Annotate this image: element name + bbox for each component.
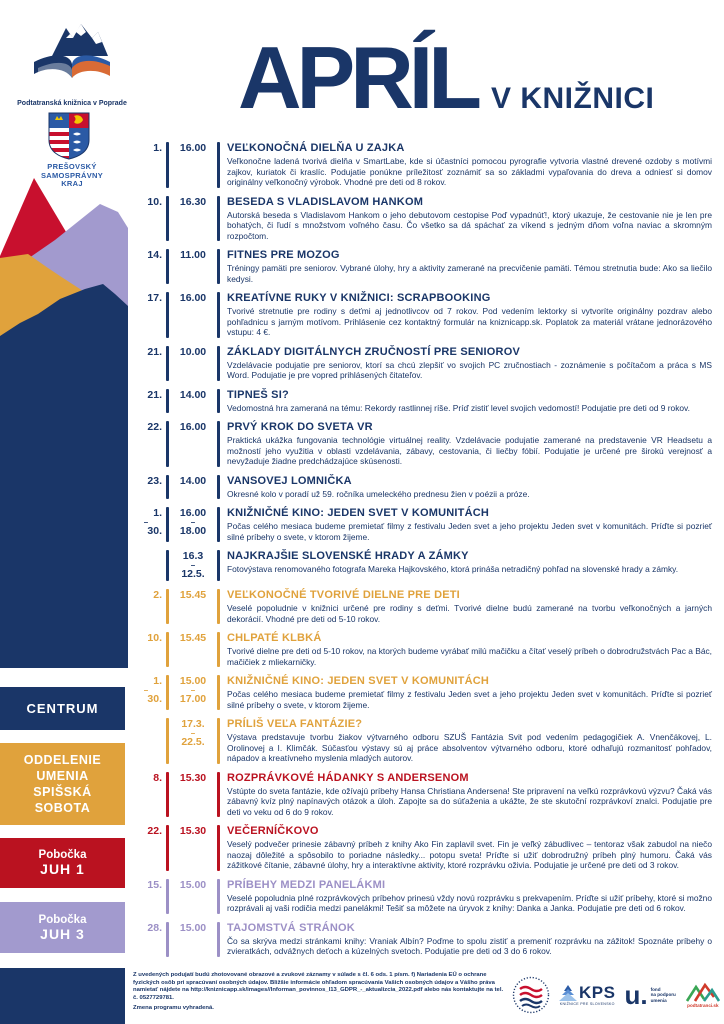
- event-title: VANSOVEJ LOMNIČKA: [227, 474, 352, 487]
- event-head: [130, 346, 224, 381]
- event-separator-bar: [166, 292, 169, 338]
- event-title: BESEDA S VLADISLAVOM HANKOM: [227, 195, 424, 208]
- event-separator-bar: [166, 825, 169, 871]
- event-head: [130, 718, 224, 764]
- event-separator-bar: [217, 249, 220, 284]
- event-time: 14.00: [179, 388, 207, 401]
- event-separator-bar: [217, 879, 220, 914]
- event-title: FITNES PRE MOZOG: [227, 249, 340, 261]
- event-separator-bar: [166, 475, 169, 500]
- event-separator-bar: [166, 718, 169, 764]
- event-separator-bar: [217, 421, 220, 467]
- event-head: [130, 389, 224, 414]
- event-body: [227, 249, 712, 284]
- event-separator-bar: [217, 389, 220, 414]
- event-description: Tvorivé dielne pre deti od 5-10 rokov, na ktorých budeme vyrábať milú mačičku a čítať veselý príbeh o dobrodružstvách Pac a Bác, mačičiek z mliekarničky.: [227, 646, 712, 667]
- event-body: [227, 346, 712, 381]
- event-separator-bar: [166, 142, 169, 188]
- event-head: [130, 249, 224, 284]
- page-title-suffix: V KNIŽNICI: [491, 82, 655, 115]
- event-separator-bar: [166, 196, 169, 242]
- kps-logo: KPS KNIŽNICE PRE SLOVENSKO: [559, 983, 616, 1006]
- event-date: [130, 718, 162, 764]
- event-title: VEĽKONOČNÉ TVORIVÉ DIELNE PRE DETI: [227, 589, 460, 601]
- event-body: [227, 507, 712, 542]
- event-separator-bar: [217, 632, 220, 667]
- event-separator-bar: [166, 421, 169, 467]
- event-time: 16.3 – 12.5.: [181, 550, 205, 580]
- event-separator-bar: [166, 675, 169, 710]
- event-head: [130, 142, 224, 188]
- event-time: 16.00: [179, 142, 207, 154]
- event-separator-bar: [217, 718, 220, 764]
- event-body: [227, 292, 712, 338]
- event-head: [130, 825, 224, 871]
- event-body: [227, 421, 712, 467]
- partner-logos: [512, 976, 721, 1014]
- event-separator-bar: [217, 142, 220, 188]
- event-row: [130, 249, 712, 284]
- event-row: [130, 142, 712, 188]
- event-time: 16.00: [179, 292, 207, 304]
- event-row: [130, 922, 712, 957]
- event-separator-bar: [166, 772, 169, 818]
- event-head: [130, 879, 224, 914]
- event-date: 17.: [147, 292, 162, 304]
- event-row: [130, 675, 712, 710]
- event-separator-bar: [166, 249, 169, 284]
- kps-mountain-icon: [559, 985, 577, 1001]
- event-separator-bar: [217, 196, 220, 242]
- program-change-note: Zmena programu vyhradená.: [133, 1005, 214, 1012]
- event-body: [227, 632, 712, 667]
- event-row: [130, 825, 712, 871]
- event-separator-bar: [166, 922, 169, 957]
- event-description: Tréningy pamäti pre seniorov. Vybrané úlohy, hry a aktivity zamerané na precvičenie pamäti. Témou stretnutia bude: Ako sa liečilo kedysi.: [227, 263, 712, 284]
- event-separator-bar: [166, 589, 169, 624]
- event-description: Veselý podvečer prinesie zábavný príbeh z knihy Ako Fin zaplavil svet. Fin je veľký zábudlivec – tentoraz však zabudol na niečo naozaj dôležité a spôsobilo to poriadne následky... potopu sveta! Príďte si užiť dobrodružný príbeh plný humoru. Čaká vás zážitkové čítanie, zábavné úlohy, hry a interaktívne aktivity, ktoré rozprávku oživia. Podujatie je určené pre deti od 3 rokov.: [227, 839, 712, 870]
- event-row: [130, 507, 712, 542]
- event-body: [227, 475, 712, 500]
- event-head: [130, 507, 224, 542]
- page-title-month: APRÍL: [238, 28, 477, 127]
- event-date: 1. – 30.: [143, 675, 162, 705]
- event-date: 23.: [147, 474, 162, 487]
- event-time: 15.00 – 17.00: [179, 675, 207, 705]
- event-title: CHLPATÉ KLBKÁ: [227, 632, 322, 644]
- event-description: Veselé popoludnia plné rozprávkových príbehov prinesú vždy novú rozprávku s prekvapením. Príďte si užiť príbehy, ktoré si možno rozprávali aj vaši rodičia medzi panelákmi! Tešiť sa môžete na úryvok z knihy: Danka a Janka. Podujatie pre deti od 6 rokov.: [227, 892, 712, 913]
- podtatranci-mountains-icon: [685, 982, 721, 1002]
- event-date: 22.: [147, 421, 162, 433]
- event-head: [130, 196, 224, 242]
- event-row: [130, 196, 712, 242]
- footer-legal: [133, 972, 505, 1013]
- event-separator-bar: [166, 632, 169, 667]
- event-time: 17.3. – 22.5.: [181, 718, 205, 748]
- library-logo-icon: [26, 22, 118, 100]
- sidebar-location-juh1: Pobočka JUH 1: [0, 838, 125, 888]
- event-head: [130, 421, 224, 467]
- event-time: 11.00: [180, 249, 206, 261]
- event-separator-bar: [217, 922, 220, 957]
- event-time: 15.00: [179, 921, 207, 934]
- event-title: KREATÍVNE RUKY V KNIŽNICI: SCRAPBOOKING: [227, 292, 491, 304]
- event-row: [130, 475, 712, 500]
- mountains-decoration: [0, 178, 128, 668]
- event-date: 15.: [147, 878, 162, 891]
- event-title: KNIŽNIČNÉ KINO: JEDEN SVET V KOMUNITÁCH: [227, 507, 490, 519]
- event-date: 21.: [147, 388, 162, 401]
- sidebar-bottom-block: [0, 968, 125, 1024]
- event-date: 8.: [153, 771, 162, 784]
- event-time: 15.00: [179, 878, 207, 891]
- event-row: [130, 550, 712, 581]
- event-separator-bar: [217, 675, 220, 710]
- event-body: [227, 142, 712, 188]
- page-header: [238, 28, 655, 127]
- event-separator-bar: [217, 346, 220, 381]
- event-body: [227, 718, 712, 764]
- event-separator-bar: [166, 346, 169, 381]
- event-title: PRVÝ KROK DO SVETA VR: [227, 421, 373, 433]
- event-body: [227, 675, 712, 710]
- event-body: [227, 879, 712, 914]
- event-head: [130, 292, 224, 338]
- event-title: PRÍLIŠ VEĽA FANTÁZIE?: [227, 718, 363, 730]
- event-description: Okresné kolo v poradí už 59. ročníka umeleckého prednesu žien v poézii a próze.: [227, 488, 530, 499]
- event-row: [130, 292, 712, 338]
- event-date: 10.: [147, 632, 162, 644]
- event-separator-bar: [217, 772, 220, 818]
- event-row: [130, 879, 712, 914]
- event-head: [130, 589, 224, 624]
- event-title: ROZPRÁVKOVÉ HÁDANKY S ANDERSENOM: [227, 771, 469, 784]
- sidebar-location-centrum: CENTRUM: [0, 687, 125, 730]
- event-body: [227, 922, 712, 957]
- event-separator-bar: [217, 589, 220, 624]
- event-separator-bar: [217, 825, 220, 871]
- library-name: Podtatranská knižnica v Poprade: [17, 100, 127, 107]
- region-coat-of-arms-icon: [48, 112, 90, 160]
- event-description: Výstava predstavuje tvorbu žiakov výtvarného odboru SZUŠ Fantázia Svit pod vedením pedagogičiek A. Vnenčákovej, L. Orolinovej a I. Klimčák. Súčasťou výstavy sú aj práce absolventov výtvarného odboru, ktoré odhaľujú rozmanitosť pohľadov, nápadov a kreatívneho myslenia mladých autorov.: [227, 732, 712, 763]
- event-date: 1. – 30.: [143, 507, 162, 537]
- event-description: Vzdelávacie podujatie pre seniorov, ktorí sa chcú zlepšiť vo svojich PC zručnostiach - zoznámenie s počítačom a práca s MS Word. Podujatie je pre vopred prihlásených čitateľov.: [227, 359, 712, 380]
- event-description: Fotovýstava renomovaného fotografa Mareka Hajkovského, ktorá prináša netradičný pohľad na slovenské hrady a zámky.: [227, 564, 679, 574]
- event-description: Veľkonočne ladená tvorivá dielňa v SmartLabe, kde si účastníci pomocou pyrografie vytvoria vlastné drevené ozdoby s motívmi zajkov, kuriatok či kraslíc. Podujatie ponúkne príležitosť zoznámiť sa so základmi vypaľovania do dreva a odniesť si domov originálny veľkonočný výrobok. Vhodné pre deti od 8 rokov.: [227, 156, 712, 187]
- event-description: Vstúpte do sveta fantázie, kde ožívajú príbehy Hansa Christiana Andersena! Ste pripravení na veľkú rozprávkovú výzvu? Čaká vás zábavný kvíz plný napínavých otázok a úloh. Zapojte sa do súťaženia a ukážte, že ste skutoční rozprávkoví znalci. Podujatie pre deti vo veku od 6 do 9 rokov.: [227, 785, 712, 817]
- event-head: [130, 675, 224, 710]
- event-row: [130, 632, 712, 667]
- event-date: [130, 550, 162, 581]
- event-body: [227, 550, 712, 581]
- event-date: 21.: [147, 345, 162, 358]
- event-time: 16.00: [179, 421, 207, 433]
- event-row: [130, 346, 712, 381]
- event-title: TAJOMSTVÁ STRÁNOK: [227, 921, 355, 934]
- event-separator-bar: [217, 550, 220, 581]
- event-title: KNIŽNIČNÉ KINO: JEDEN SVET V KOMUNITÁCH: [227, 675, 490, 687]
- event-title: VEČERNÍČKOVO: [227, 825, 319, 837]
- event-separator-bar: [166, 550, 169, 581]
- legal-text: Z uvedených podujatí budú zhotovované obrazové a zvukové záznamy v súlade s čl. 6 ods. 1 písm. f) Nariadenia EÚ o ochrane fyzických osôb pri spracúvaní osobných údajov. Bližšie informácie ohľadom spracúvania Vašich osobných údajov a Vášho práva namietať nájdete na http://kniznicapp.sk/images//Informan_povinnos_l13_GDPR_-_aktualizcia_2022.pdf alebo nás kontaktujte na tel. č. 0527729781.: [133, 972, 504, 1001]
- event-row: [130, 389, 712, 414]
- event-separator-bar: [166, 507, 169, 542]
- region-name: PREŠOVSKÝ SAMOSPRÁVNY KRAJ: [40, 162, 104, 188]
- sidebar-location-oddelenie-umenia: ODDELENIE UMENIA SPIŠSKÁ SOBOTA: [0, 743, 125, 825]
- event-description: Čo sa skrýva medzi stránkami knihy: Vraniak Albín? Poďme to spolu zistiť a premeniť rozprávku na zážitok! Spoznáte príbehy o zvieratkách, odvážnych deťoch a kúzelných svetoch. Podujatie pre deti od 3 do 6 rokov.: [227, 935, 712, 956]
- event-date: 2.: [153, 589, 162, 601]
- cvti-logo-icon: [512, 976, 550, 1014]
- event-title: TIPNEŠ SI?: [227, 388, 289, 401]
- event-time: 15.30: [179, 771, 207, 784]
- event-date: 28.: [147, 921, 162, 934]
- sidebar-location-juh3: Pobočka JUH 3: [0, 902, 125, 953]
- event-separator-bar: [166, 879, 169, 914]
- event-row: [130, 772, 712, 818]
- event-title: NAJKRAJŠIE SLOVENSKÉ HRADY A ZÁMKY: [227, 550, 469, 562]
- event-time: 15.45: [179, 589, 207, 601]
- event-row: [130, 421, 712, 467]
- event-separator-bar: [166, 389, 169, 414]
- event-time: 14.00: [179, 474, 207, 487]
- event-description: Praktická ukážka fungovania technológie virtuálnej reality. Vzdelávacie podujatie zamerané na predstavenie VR Headsetu a možností jeho využitia v oblasti vzdelávania, zábavy, cestovania, či liečby fóbií. Podujatie je určené pre širokú verejnosť a nevyžaduje žiadne predchádzajúce skúsenosti.: [227, 435, 712, 466]
- event-row: [130, 718, 712, 764]
- event-time: 15.30: [179, 825, 207, 837]
- event-description: Autorská beseda s Vladislavom Hankom o jeho debutovom cestopise Poď vypadnúť!, ktorý ukazuje, že cestovanie nie je len pre bohatých, či ľudí s množstvom voľného času. Čo všetko sa dá spáchať za víkend s jedným dňom voľna naviac a skromným rozpočtom.: [227, 209, 712, 241]
- event-time: 10.00: [179, 345, 207, 358]
- event-body: [227, 589, 712, 624]
- event-body: [227, 825, 712, 871]
- event-description: Počas celého mesiaca budeme premietať filmy z festivalu Jeden svet a jeho projektu Jeden svet v komunitách. Príďte si pozrieť silné príbehy o svete, v ktorom žijeme.: [227, 521, 712, 542]
- event-head: [130, 550, 224, 581]
- event-time: 16.00 – 18.00: [179, 507, 207, 537]
- event-row: [130, 589, 712, 624]
- event-description: Počas celého mesiaca budeme premietať filmy z festivalu Jeden svet a jeho projektu Jeden svet v komunitách. Príďte si pozrieť silné príbehy o svete, v ktorom žijeme.: [227, 689, 712, 710]
- event-time: 15.45: [179, 632, 207, 644]
- event-title: PRÍBEHY MEDZI PANELÁKMI: [227, 878, 386, 891]
- event-head: [130, 772, 224, 818]
- event-head: [130, 632, 224, 667]
- event-title: VEĽKONOČNÁ DIELŇA U ZAJKA: [227, 142, 405, 154]
- event-head: [130, 475, 224, 500]
- event-description: Vedomostná hra zameraná na tému: Rekordy rastlinnej ríše. Príď zistiť level svojich vedomostí! Podujatie pre deti od 9 rokov.: [227, 402, 690, 413]
- event-date: 10.: [147, 195, 162, 208]
- events-list: [130, 142, 712, 965]
- event-date: 22.: [147, 825, 162, 837]
- event-separator-bar: [217, 292, 220, 338]
- event-date: 1.: [153, 142, 162, 154]
- event-description: Tvorivé stretnutie pre rodiny s deťmi aj jednotlivcov od 7 rokov. Pod vedením lektorky si vytvoríte originálny pozdrav alebo pohľadnicu s jarným motívom. Prihlásenie cez kontaktný formulár na kniznicapp.sk. Poplatok za materiál vrátane jednorázového vstupu: 4 €.: [227, 306, 712, 337]
- event-body: [227, 772, 712, 818]
- event-separator-bar: [217, 475, 220, 500]
- podtatranci-logo: podtatranci.sk: [685, 982, 721, 1008]
- event-time: 16.30: [179, 195, 207, 208]
- event-body: [227, 196, 712, 242]
- event-body: [227, 389, 712, 414]
- event-description: Veselé popoludnie v knižnici určené pre rodiny s deťmi. Tvorivé dielne budú zamerané na tvorbu veľkonočných a jarných dekorácií. Vhodné pre deti od 5-10 rokov.: [227, 603, 712, 624]
- event-separator-bar: [217, 507, 220, 542]
- event-title: ZÁKLADY DIGITÁLNYCH ZRUČNOSTÍ PRE SENIOROV: [227, 345, 520, 358]
- event-date: 14.: [147, 249, 162, 261]
- event-head: [130, 922, 224, 957]
- fpu-logo: u. fond na podporu umenia: [624, 980, 676, 1010]
